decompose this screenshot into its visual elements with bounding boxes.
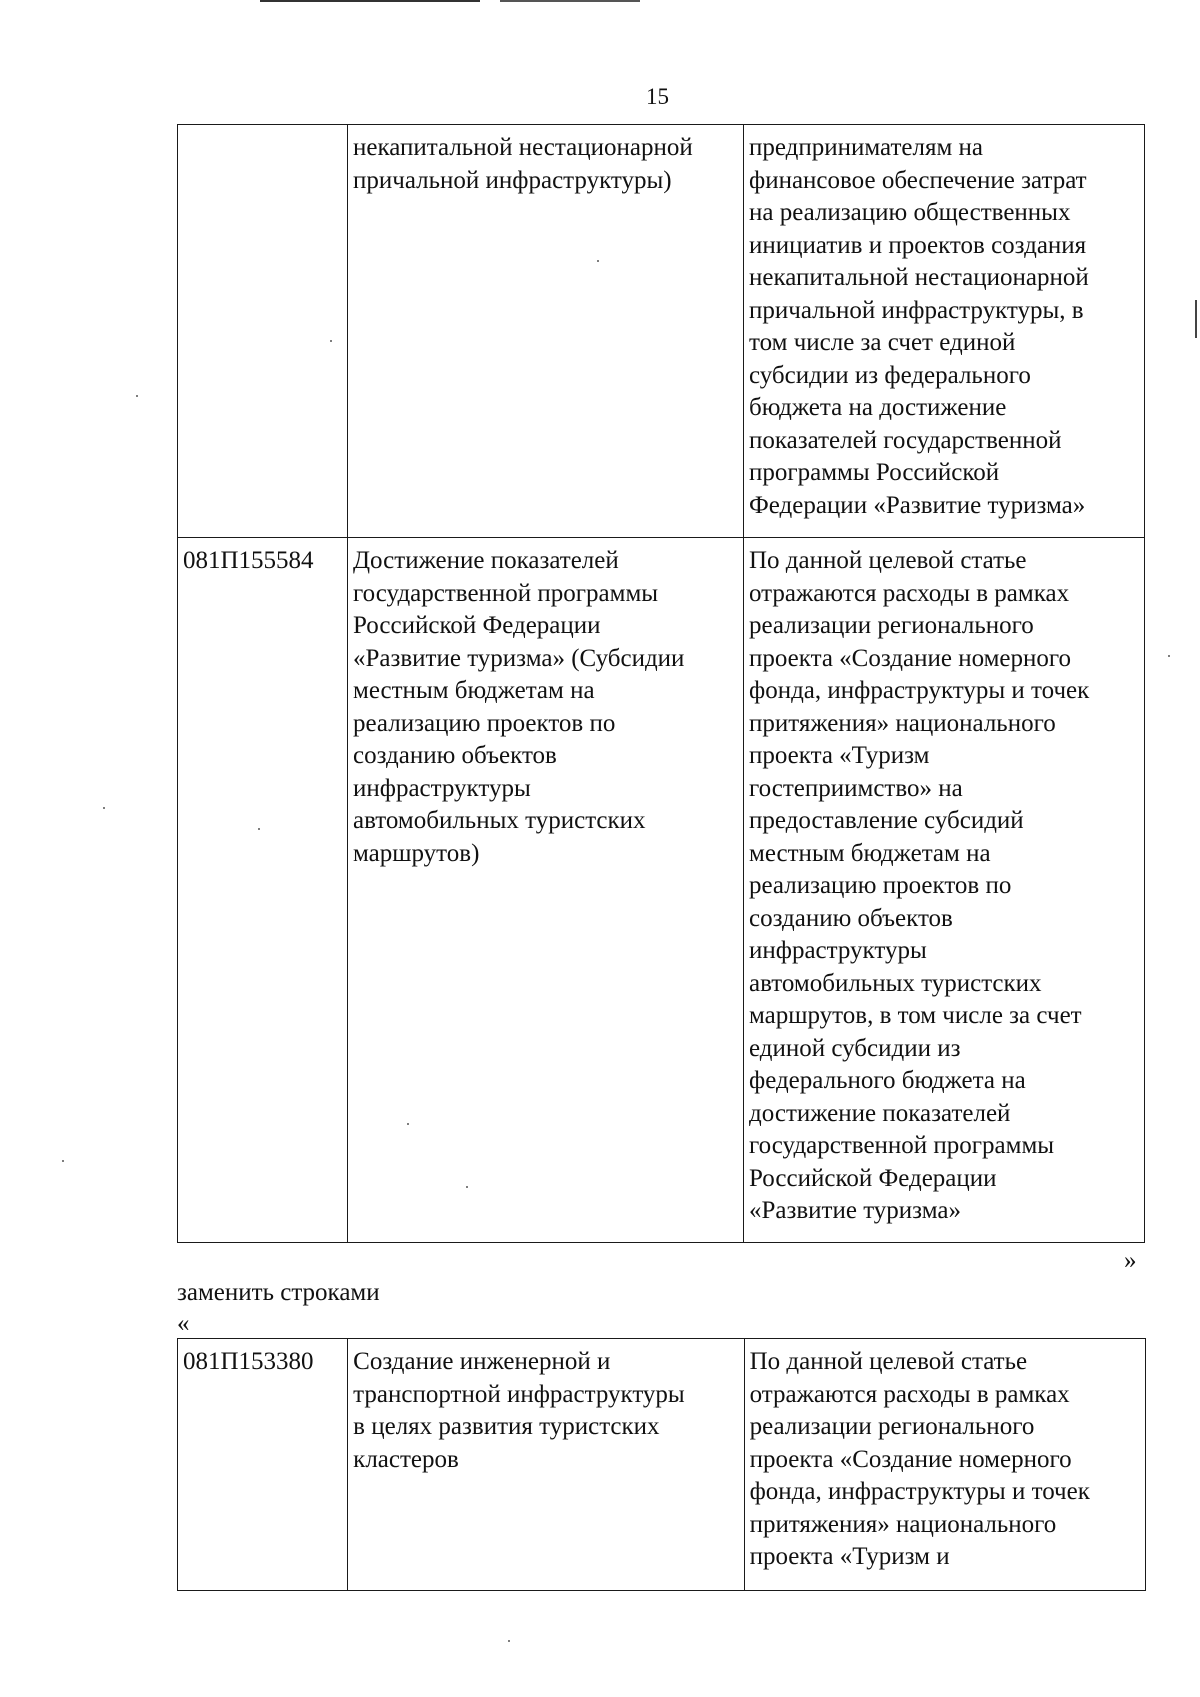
closing-quote: »	[1124, 1247, 1137, 1274]
scan-speck	[136, 395, 138, 397]
table-row	[178, 1339, 1146, 1591]
scan-speck	[330, 340, 332, 342]
description-text: предпринимателям на финансовое обеспечение затрат на реализацию общественных инициатив и проектов создания некапитальной нестационарной причальной инфраструктуры, в том числе за счет единой субсидии из федерального бюджета на достижение показателей государственной программы Российской Федерации «Развитие туризма»	[749, 134, 1089, 519]
opening-quote: «	[177, 1310, 190, 1337]
scan-speck	[258, 828, 260, 830]
name-text: некапитальной нестационарной причальной инфраструктуры)	[353, 134, 693, 194]
budget-table-continued	[177, 124, 1145, 1243]
scan-speck	[407, 1123, 409, 1125]
scan-speck	[597, 260, 599, 262]
scan-speck	[466, 1186, 468, 1188]
description-cell	[744, 1339, 1145, 1591]
description-cell	[744, 125, 1145, 538]
code-text: 081П155584	[183, 547, 314, 574]
scan-edge-mark	[1195, 300, 1197, 338]
code-text: 081П153380	[183, 1348, 314, 1375]
code-cell	[178, 125, 348, 538]
budget-table-replacement	[177, 1338, 1146, 1591]
description-text: По данной целевой статье отражаются расходы в рамках реализации регионального проекта «Создание номерного фонда, инфраструктуры и точек притяжения» национального проекта «Туризм гостеприимство» на предоставление субсидий местным бюджетам на реализацию проектов по созданию объектов инфраструктуры автомобильных туристских маршрутов, в том числе за счет единой субсидии из федерального бюджета на достижение показателей государственной программы Российской Федерации «Развитие туризма»	[749, 547, 1090, 1224]
name-cell	[348, 125, 744, 538]
description-text: По данной целевой статье отражаются расходы в рамках реализации регионального проекта «Создание номерного фонда, инфраструктуры и точек притяжения» национального проекта «Туризм и	[749, 1348, 1090, 1570]
name-text: Создание инженерной и транспортной инфраструктуры в целях развития туристских кластеров	[353, 1348, 685, 1473]
name-cell	[348, 538, 744, 1243]
scan-edge-rule	[500, 0, 640, 2]
replace-instruction: заменить строками	[177, 1279, 380, 1306]
scan-speck	[508, 1640, 510, 1642]
scan-speck	[1168, 655, 1170, 657]
code-cell	[178, 538, 348, 1243]
scan-speck	[103, 807, 105, 809]
scan-speck	[62, 1160, 64, 1162]
page-number: 15	[646, 84, 669, 109]
scan-edge-rule	[260, 0, 480, 2]
code-cell	[178, 1339, 348, 1591]
table-row	[178, 538, 1145, 1243]
table-row	[178, 125, 1145, 538]
name-cell	[348, 1339, 744, 1591]
name-text: Достижение показателей государственной программы Российской Федерации «Развитие туризма» (Субсидии местным бюджетам на реализацию проектов по созданию объектов инфраструктуры автомобильных туристских маршрутов)	[353, 547, 685, 867]
description-cell	[744, 538, 1145, 1243]
